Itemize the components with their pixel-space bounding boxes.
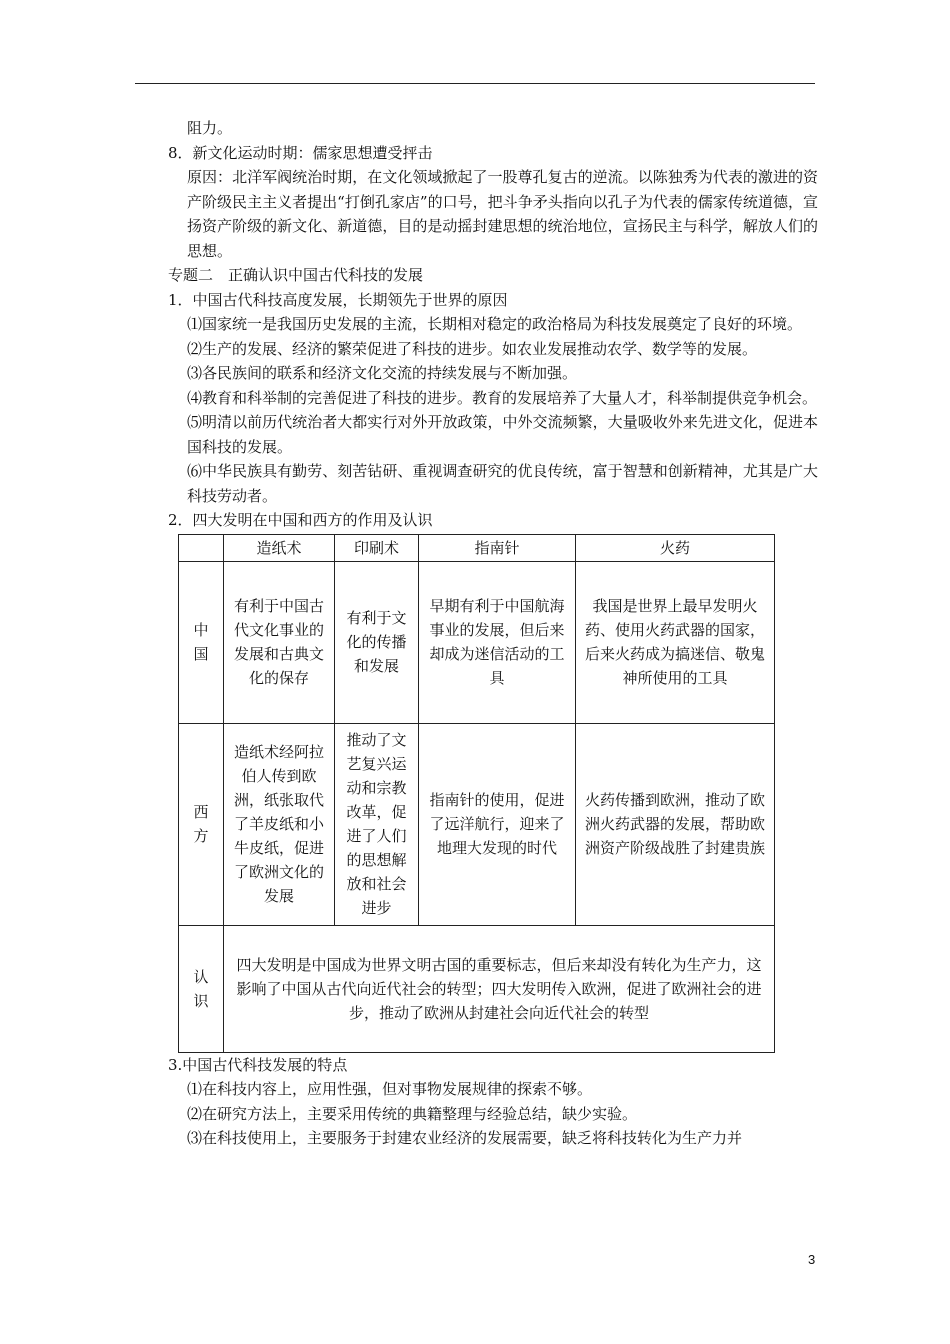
- table-row-china: [179, 561, 775, 723]
- section-heading-3: 3.中国古代科技发展的特点: [168, 1055, 348, 1074]
- table-row-understanding: [179, 925, 775, 1052]
- inventions-table-wrapper: [178, 534, 818, 1053]
- list-item: ⑸明清以前历代统治者大都实行对外开放政策，中外交流频繁，大量吸收外来先进文化，促进本国科技的发展。: [187, 413, 818, 456]
- list-item: ⑹中华民族具有勤劳、刻苦钻研、重视调查研究的优良传统，富于智慧和创新精神，尤其是广大科技劳动者。: [187, 462, 818, 505]
- cell-west-gunpowder: 火药传播到欧洲，推动了欧洲火药武器的发展，帮助欧洲资产阶级战胜了封建贵族: [576, 723, 775, 925]
- row-label-understanding: 认 识: [179, 925, 224, 1052]
- list-item: ⑷教育和科举制的完善促进了科技的进步。教育的发展培养了大量人才，科举制提供竞争机会。: [187, 388, 818, 407]
- header-gunpowder: 火药: [576, 534, 775, 561]
- topic-heading: 专题二 正确认识中国古代科技的发展: [168, 266, 424, 284]
- section-heading-8: 8．新文化运动时期：儒家思想遭受抨击: [168, 143, 433, 162]
- list-item: ⑴在科技内容上，应用性强，但对事物发展规律的探索不够。: [187, 1080, 593, 1098]
- cell-understanding: 四大发明是中国成为世界文明古国的重要标志，但后来却没有转化为生产力，这影响了中国从古代向近代社会的转型；四大发明传入欧洲，促进了欧洲社会的进步，推动了欧洲从封建社会向近代社会的转型: [224, 925, 775, 1052]
- table-header-row: [179, 534, 775, 561]
- list-item: ⑵生产的发展、经济的繁荣促进了科技的进步。如农业发展推动农学、数学等的发展。: [187, 339, 758, 358]
- header-printing: 印刷术: [335, 534, 419, 561]
- section-heading-1: 1．中国古代科技高度发展，长期领先于世界的原因: [168, 290, 508, 309]
- cell-china-printing: 有利于文化的传播和发展: [335, 561, 419, 723]
- table-row-west: [179, 723, 775, 925]
- list-item: ⑶在科技使用上，主要服务于封建农业经济的发展需要，缺乏将科技转化为生产力并: [187, 1129, 743, 1147]
- inventions-table: [178, 534, 775, 1053]
- cell-west-printing: 推动了文艺复兴运动和宗教改革，促进了人们的思想解放和社会进步: [335, 723, 419, 925]
- paragraph-reason: 原因：北洋军阀统治时期，在文化领域掀起了一股尊孔复古的逆流。以陈独秀为代表的激进的资产阶级民主主义者提出“打倒孔家店”的口号，把斗争矛头指向以孔子为代表的儒家传统道德，宣扬资产阶级的新文化、新道德，目的是动摇封建思想的统治地位，宣扬民主与科学，解放人们的思想。: [187, 168, 818, 260]
- cell-west-paper: 造纸术经阿拉伯人传到欧洲，纸张取代了羊皮纸和小牛皮纸，促进了欧洲文化的发展: [224, 723, 335, 925]
- header-paper: 造纸术: [224, 534, 335, 561]
- list-item: ⑴国家统一是我国历史发展的主流，长期相对稳定的政治格局为科技发展奠定了良好的环境。: [187, 315, 803, 333]
- cell-china-paper: 有利于中国古代文化事业的发展和古典文化的保存: [224, 561, 335, 723]
- header-rule: [135, 83, 815, 84]
- header-compass: 指南针: [419, 534, 576, 561]
- document-body: [168, 116, 818, 1151]
- cell-west-compass: 指南针的使用，促进了远洋航行，迎来了地理大发现的时代: [419, 723, 576, 925]
- cell-china-gunpowder: 我国是世界上最早发明火药、使用火药武器的国家，后来火药成为搞迷信、敬鬼神所使用的工具: [576, 561, 775, 723]
- list-item: ⑶各民族间的联系和经济文化交流的持续发展与不断加强。: [187, 364, 578, 382]
- text-line: 阻力。: [187, 119, 233, 137]
- page-number: 3: [808, 1252, 816, 1267]
- row-label-china: 中 国: [179, 561, 224, 723]
- cell-china-compass: 早期有利于中国航海事业的发展，但后来却成为迷信活动的工具: [419, 561, 576, 723]
- row-label-west: 西 方: [179, 723, 224, 925]
- list-item: ⑵在研究方法上，主要采用传统的典籍整理与经验总结，缺少实验。: [187, 1104, 638, 1123]
- table-corner-cell: [179, 534, 224, 561]
- section-heading-2: 2．四大发明在中国和西方的作用及认识: [168, 511, 433, 529]
